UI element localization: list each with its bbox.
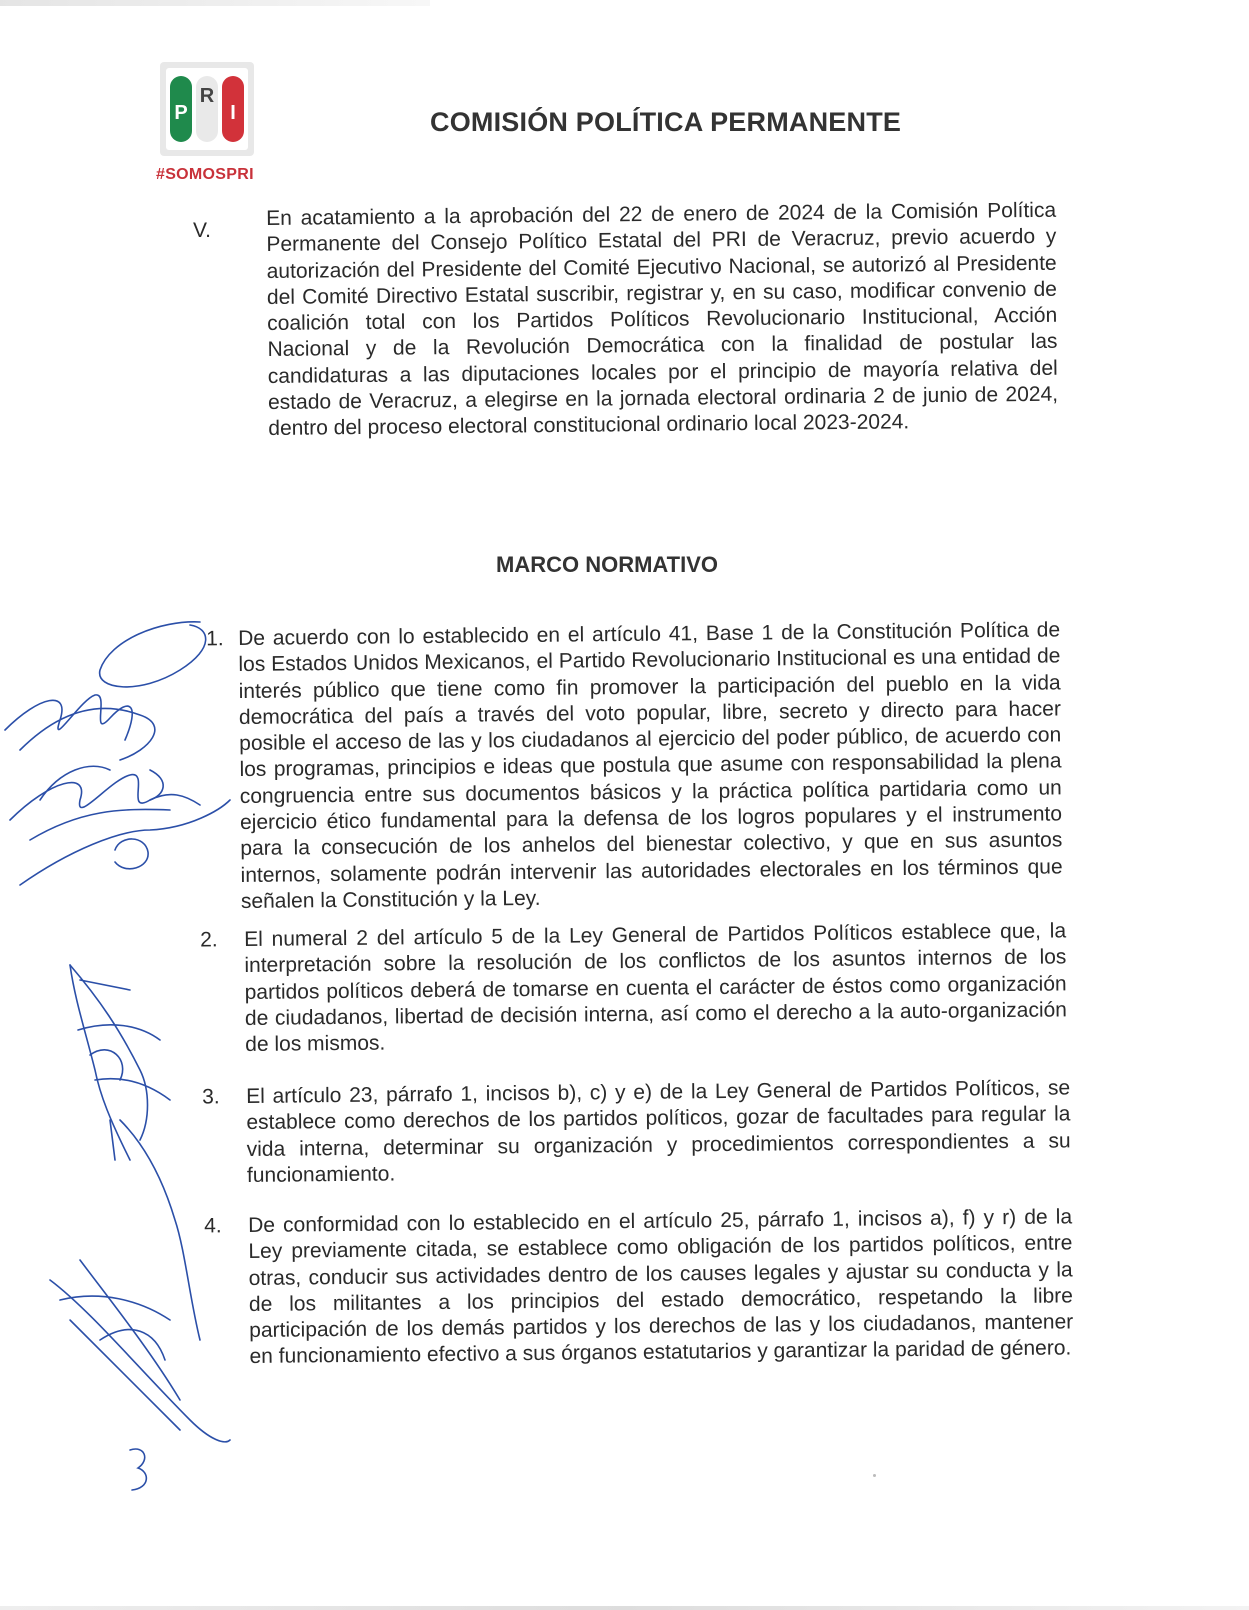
list-item-number: 3. bbox=[202, 1085, 220, 1109]
roman-numeral: V. bbox=[193, 219, 211, 242]
list-item-text: El artículo 23, párrafo 1, incisos b), c) y e) de la Ley General de Partidos Políticos, se establece como derechos de los partidos políticos, gozar de facultades para regular la vida interna, determinar su organización y procedimientos correspondientes a su funcionamiento. bbox=[246, 1076, 1071, 1187]
list-item bbox=[200, 918, 1068, 1058]
list-item-text: De acuerdo con lo establecido en el artículo 41, Base 1 de la Constitución Política de los Estados Unidos Mexicanos, el Partido Revolucionario Institucional es una entidad de interés público que tiene como fin promover la participación del pueblo en la vida democrática del país a través del voto popular, libre, secreto y directo para hacer posible el acceso de las y los ciudadanos al ejercicio del poder público, de acuerdo con los programas, principios e ideas que postula que asume con responsabilidad la plena congruencia entre sus documentos básicos y la práctica política partidaria como un ejercicio ético fundamental para la defensa de los logros populares y el instrumento para la consecución de los anhelos del bienestar colectivo, y que en sus asuntos internos, solamente podrán intervenir las autoridades electorales en los términos que señalen la Constitución y la Ley. bbox=[238, 618, 1063, 913]
list-item-text: El numeral 2 del artículo 5 de la Ley General de Partidos Políticos establece que, la interpretación sobre la resolución de los conflictos de los asuntos internos de los partidos políticos deberá de tomarse en cuenta el carácter de éstos como organización de ciudadanos, libertad de decisión interna, así como el derecho a la auto-organización de los mismos. bbox=[244, 919, 1068, 1057]
svg-text:R: R bbox=[199, 85, 215, 107]
svg-text:I: I bbox=[230, 102, 236, 124]
svg-text:P: P bbox=[174, 102, 188, 124]
scan-artifact bbox=[0, 0, 430, 6]
list-item-text: De conformidad con lo establecido en el artículo 25, párrafo 1, incisos a), f) y r) de la Ley previamente citada, se establece como obligación de los partidos políticos, entre otras, conducir sus actividades dentro de los causes legales y ajustar su conducta y la de los militantes a los principios del estado democrático, respetando la libre participación de los demás partidos y los derechos de las y los ciudadanos, mantener en funcionamiento efectivo a sus órganos estatutarios y garantizar la paridad de género. bbox=[248, 1205, 1074, 1369]
list-item bbox=[206, 617, 1063, 915]
page-title: COMISIÓN POLÍTICA PERMANENTE bbox=[430, 107, 902, 137]
list-item bbox=[204, 1204, 1074, 1370]
list-item-number: 1. bbox=[206, 627, 224, 651]
margin-signatures bbox=[0, 600, 280, 1530]
section-heading: MARCO NORMATIVO bbox=[496, 552, 719, 577]
intro-paragraph: En acatamiento a la aprobación del 22 de enero de 2024 de la Comisión Política Permanente del Consejo Político Estatal del PRI de Veracruz, previo acuerdo y autorización del Presidente del Comité Ejecutivo Nacional, se autorizó al Presidente del Comité Directivo Estatal suscribir, registrar y, en su caso, modificar convenio de coalición total con los Partidos Políticos Revolucionario Institucional, Acción Nacional y de la Revolución Democrática con la finalidad de postular las candidaturas a las diputaciones locales por el principio de mayoría relativa del estado de Veracruz, a elegirse en la jornada electoral ordinaria 2 de junio de 2024, dentro del proceso electoral constitucional ordinario local 2023-2024. bbox=[266, 198, 1059, 441]
list-item bbox=[202, 1075, 1071, 1189]
list-item-number: 2. bbox=[200, 928, 218, 952]
pri-logo bbox=[160, 62, 254, 156]
scan-artifact bbox=[0, 1606, 1249, 1610]
list-item-number: 4. bbox=[204, 1214, 222, 1238]
scan-speck bbox=[873, 1474, 876, 1477]
hashtag-label: #SOMOSPRI bbox=[156, 166, 254, 183]
